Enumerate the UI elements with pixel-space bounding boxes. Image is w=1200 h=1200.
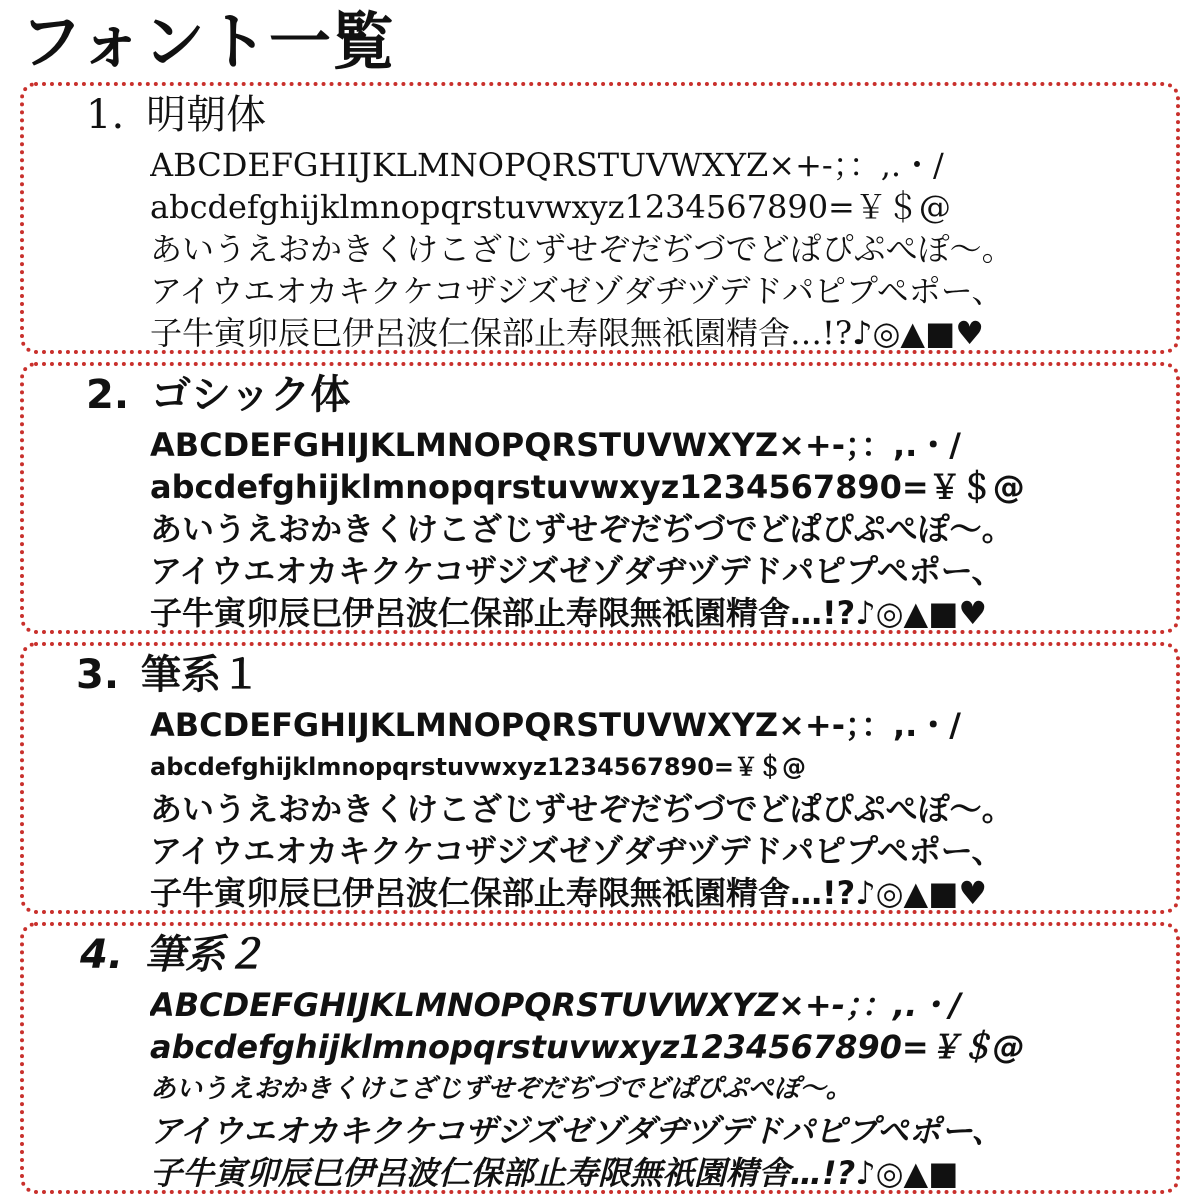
sample-lines: [150, 424, 1168, 634]
sample-line-lowercase: abcdefghijklmnopqrstuvwxyz1234567890=￥＄@: [150, 188, 951, 226]
section-label: 筆系１: [141, 652, 262, 698]
sample-line-uppercase: ABCDEFGHIJKLMNOPQRSTUVWXYZ×+-；：,.・/: [150, 706, 961, 744]
section-number: 3.: [76, 652, 120, 698]
sample-line-kanji: 子牛寅卯辰巳伊呂波仁保部止寿限無祇園精舎…!?♪◎▲■: [150, 1154, 959, 1192]
section-number: 4.: [80, 932, 124, 978]
sample-lines: [150, 704, 1168, 914]
sample-line-kanji: 子牛寅卯辰巳伊呂波仁保部止寿限無祇園精舎…!?♪◎▲■♥: [150, 594, 988, 632]
sample-line-kanji: 子牛寅卯辰巳伊呂波仁保部止寿限無祇園精舎…!?♪◎▲■♥: [150, 874, 988, 912]
sample-line-uppercase: ABCDEFGHIJKLMNOPQRSTUVWXYZ×+-；：,.・/: [150, 426, 961, 464]
sample-line-katakana: アイウエオカキクケコザジズゼゾダヂヅデドパピプペポー、: [150, 1112, 1004, 1150]
section-heading: [76, 650, 261, 700]
sample-line-lowercase: abcdefghijklmnopqrstuvwxyz1234567890=￥＄@: [150, 1028, 1025, 1066]
section-number: 2.: [86, 372, 130, 418]
font-section-brush-2: [20, 922, 1180, 1194]
sample-line-katakana: アイウエオカキクケコザジズゼゾダヂヅデドパピプペポー、: [150, 552, 1004, 590]
sample-line-lowercase: abcdefghijklmnopqrstuvwxyz1234567890=￥＄@: [150, 753, 807, 781]
sample-line-katakana: アイウエオカキクケコザジズゼゾダヂヅデドパピプペポー、: [150, 272, 1004, 310]
section-number: 1.: [86, 92, 125, 138]
section-heading: [80, 930, 265, 980]
sample-line-hiragana: あいうえおかきくけこざじずせぞだぢづでどぱぴぷぺぽ～。: [150, 510, 1014, 548]
section-label: 筆系２: [145, 932, 266, 978]
font-section-brush-1: [20, 642, 1180, 914]
section-label: ゴシック体: [151, 372, 351, 418]
font-section-mincho: [20, 82, 1180, 354]
sample-line-hiragana: あいうえおかきくけこざじずせぞだぢづでどぱぴぷぺぽ～。: [150, 230, 1014, 268]
section-heading: [86, 90, 266, 140]
section-heading: [86, 370, 350, 420]
sample-line-hiragana: あいうえおかきくけこざじずせぞだぢづでどぱぴぷぺぽ～。: [150, 1074, 852, 1104]
sample-line-katakana: アイウエオカキクケコザジズゼゾダヂヅデドパピプペポー、: [150, 832, 1004, 870]
page-title: フォント一覧: [20, 5, 395, 78]
sample-line-uppercase: ABCDEFGHIJKLMNOPQRSTUVWXYZ×+-；：,.・/: [150, 146, 944, 184]
font-section-gothic: [20, 362, 1180, 634]
sample-line-hiragana: あいうえおかきくけこざじずせぞだぢづでどぱぴぷぺぽ～。: [150, 790, 1014, 828]
sample-lines: [150, 984, 1168, 1194]
section-label: 明朝体: [146, 92, 267, 138]
sample-lines: [150, 144, 1168, 354]
sample-line-uppercase: ABCDEFGHIJKLMNOPQRSTUVWXYZ×+-；：,.・/: [150, 986, 961, 1024]
sample-line-lowercase: abcdefghijklmnopqrstuvwxyz1234567890=￥＄@: [150, 468, 1025, 506]
sample-line-kanji: 子牛寅卯辰巳伊呂波仁保部止寿限無祇園精舎…!?♪◎▲■♥: [150, 314, 984, 352]
